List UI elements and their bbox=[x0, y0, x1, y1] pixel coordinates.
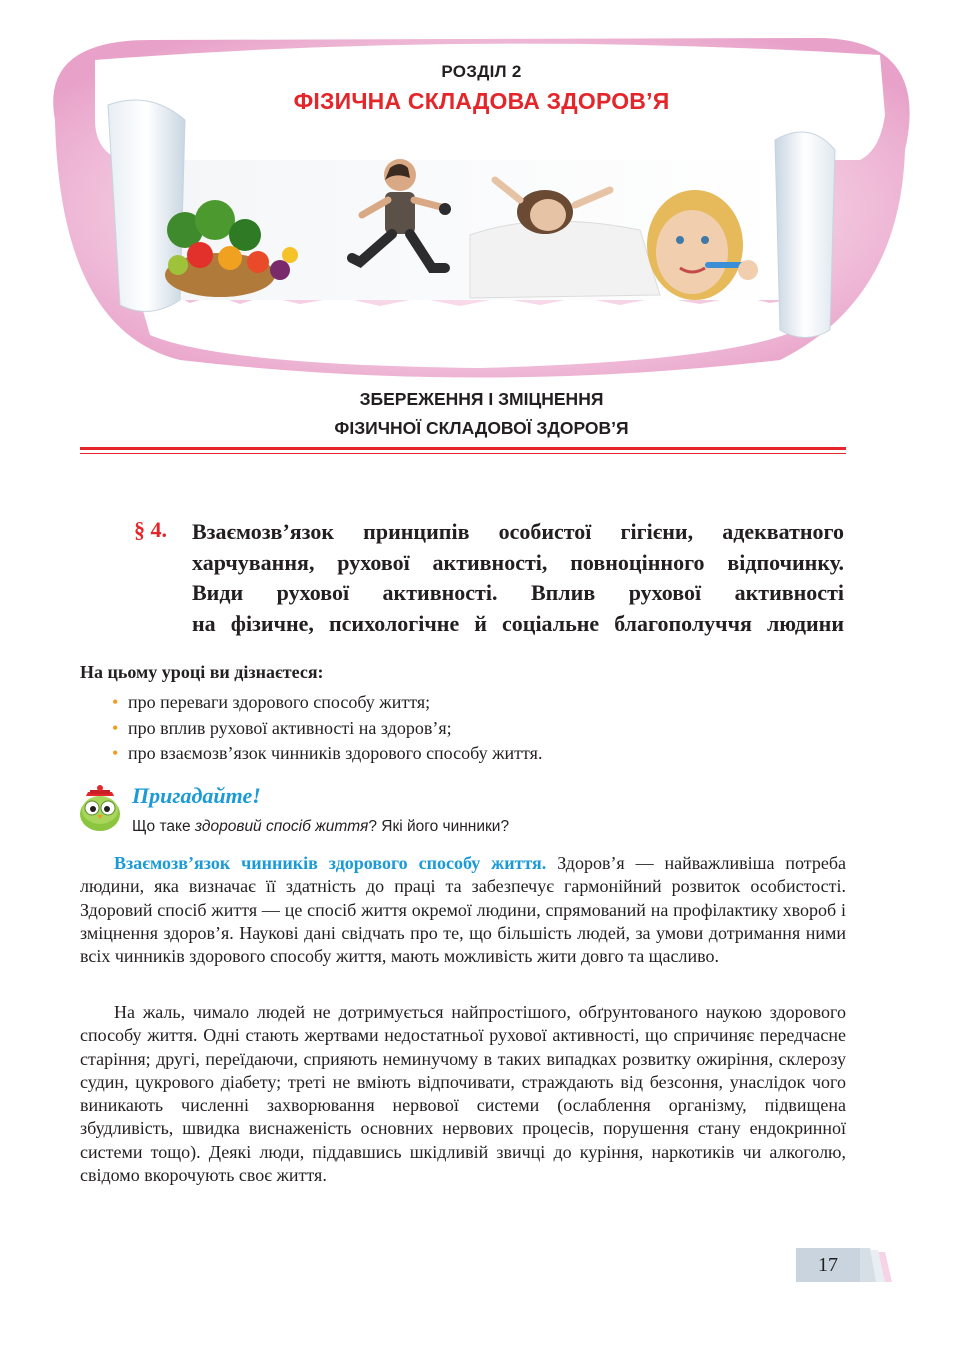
section-label: РОЗДІЛ 2 bbox=[441, 62, 522, 81]
heading-rule-thick bbox=[80, 447, 846, 450]
torn-paper-illustration bbox=[0, 0, 963, 380]
section-title: ФІЗИЧНА СКЛАДОВА ЗДОРОВ’Я bbox=[293, 88, 670, 114]
paragraph-title-line: харчування, рухової активності, повноцінного відпочинку. bbox=[192, 549, 844, 575]
topic-heading-line-1: ЗБЕРЕЖЕННЯ І ЗМІЦНЕННЯ bbox=[359, 389, 604, 409]
topic-heading bbox=[0, 385, 963, 443]
body-lead-phrase: Взаємозв’язок чинників здорового способу життя. bbox=[114, 853, 547, 873]
body-text: Здоров’я — найважливіша потреба людини, яка визначає її здатність до праці та забезпечує гармонійний розвиток особистості. Здоровий спосіб життя — це спосіб життя окремої людини, спрямований на профілактику хвороб і зміцнення здоров’я. Наукові дані свідчать про те, що більшість людей, за умови дотримання ними всіх чинників здорового способу життя, мають можливість жити довго та щасливо. bbox=[80, 853, 846, 967]
learn-heading: На цьому уроці ви дізнаєтеся: bbox=[80, 662, 324, 682]
chapter-banner bbox=[0, 0, 963, 380]
paragraph-number: § 4. bbox=[134, 517, 167, 542]
list-item: • про вплив рухової активності на здоров’я; bbox=[112, 716, 542, 742]
list-item: • про переваги здорового способу життя; bbox=[112, 690, 542, 716]
heading-rule-thin bbox=[80, 453, 846, 454]
body-text: На жаль, чимало людей не дотримується найпростішого, обґрунтованого наукою здорового способу життя. Одні стають жертвами недостатньої рухової активності, що спричиняє передчасне старіння; другі, переїдаючи, сприяють неминучому в таких випадках розвитку ожиріння, склерозу судин, цукрового діабету; треті не вміють відпочивати, страждають від безсоння, унаслідок чого виникають численні захворювання нервової системи (ослаблення організму, підвищена збудливість, швидка виснаженість основних нервових процесів, порушення стану ендокринної системи тощо). Деякі люди, піддавшись шкідливій звичці до куріння, наркотиків чи алкоголю, свідомо вкорочують своє життя. bbox=[80, 1002, 846, 1186]
remember-question-text: Що таке bbox=[132, 818, 195, 835]
body-paragraph-1 bbox=[80, 852, 846, 968]
remember-question-emphasis: здоровий спосіб життя bbox=[194, 818, 369, 835]
remember-question bbox=[132, 818, 509, 836]
learn-list bbox=[112, 690, 542, 767]
page-number-tab bbox=[790, 1244, 895, 1286]
paragraph-title-line: Види рухової активності. Вплив рухової активності bbox=[192, 580, 844, 605]
paragraph-title bbox=[192, 517, 844, 639]
owl-icon bbox=[78, 784, 122, 832]
page-number: 17 bbox=[818, 1254, 838, 1276]
list-item: • про взаємозв’язок чинників здорового способу життя. bbox=[112, 741, 542, 767]
body-paragraph-2 bbox=[80, 1001, 846, 1187]
paragraph-title-line: на фізичне, психологічне й соціальне благополуччя людини bbox=[192, 610, 844, 636]
right-paper-roll bbox=[775, 132, 835, 338]
paragraph-title-line: Взаємозв’язок принципів особистої гігієни, адекватного bbox=[192, 519, 844, 544]
remember-title: Пригадайте! bbox=[132, 783, 261, 808]
remember-question-text: ? Які його чинники? bbox=[368, 818, 510, 835]
topic-heading-line-2: ФІЗИЧНОЇ СКЛАДОВОЇ ЗДОРОВ’Я bbox=[334, 418, 629, 438]
